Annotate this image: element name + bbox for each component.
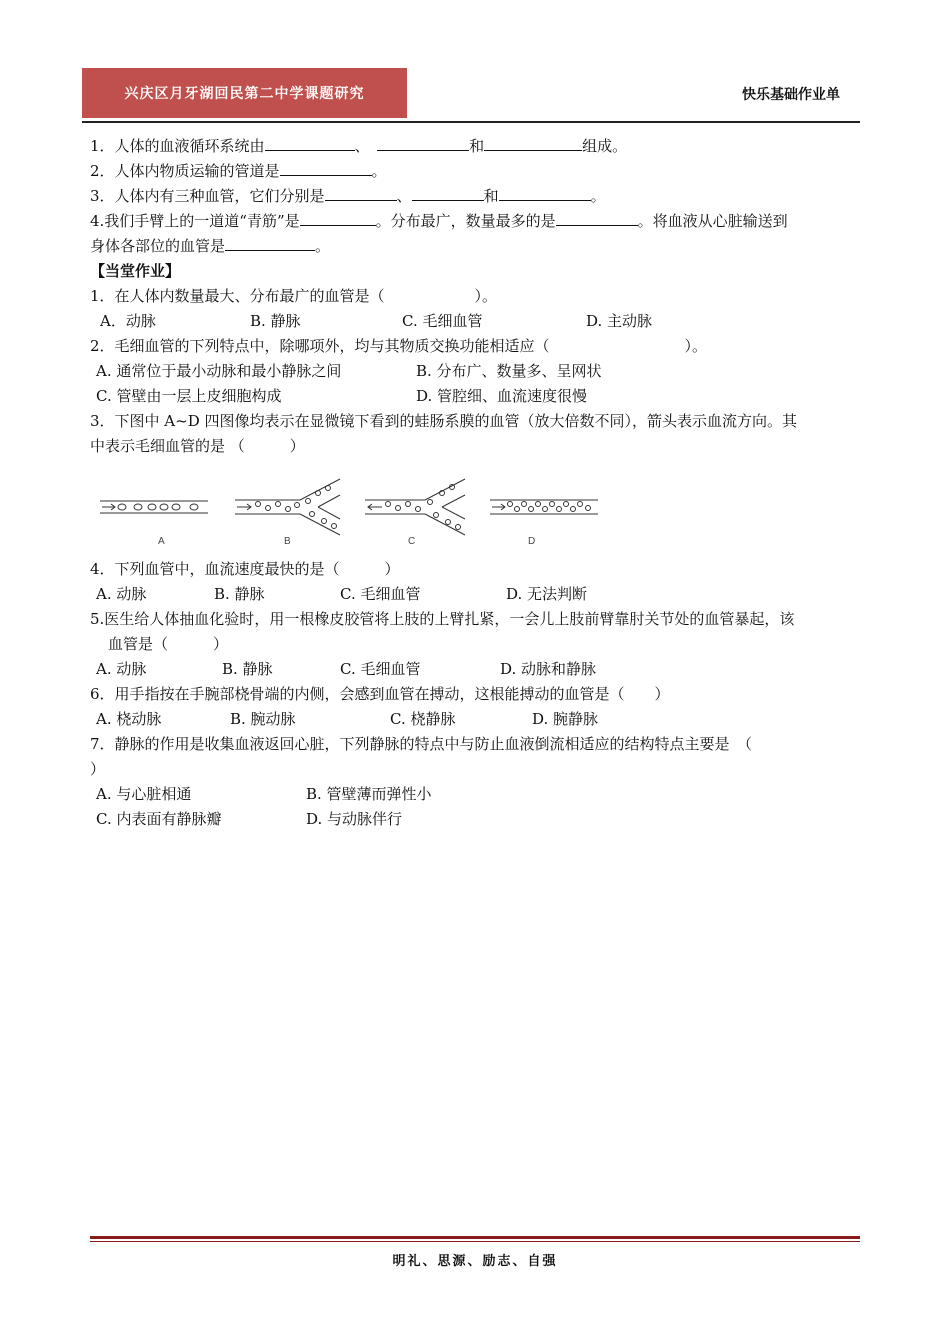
prework-question-4-cont: 身体各部位的血管是 。 [90,237,331,255]
blood-vessel-figure [90,471,862,549]
option-a[interactable]: A. 桡动脉 [96,710,162,728]
option-d[interactable]: D. 主动脉 [586,312,653,330]
option-b[interactable]: B. 静脉 [214,585,265,603]
option-b[interactable]: B. 分布广、数量多、呈网状 [416,362,602,380]
footer-divider [90,1236,860,1239]
question-1-stem: 1．在人体内数量最大、分布最广的血管是（ ）。 [90,287,498,305]
worksheet-body [90,134,862,832]
question-2-options-row1 [90,359,862,384]
answer-blank[interactable] [325,186,397,201]
option-d[interactable]: D. 无法判断 [506,585,588,603]
vessel-c [365,479,465,535]
question-1-options [90,309,862,334]
prework-question-4: 4.我们手臂上的一道道“青筋”是 。分布最广，数量最多的是 。将血液从心脏输送到 [90,212,788,230]
option-b[interactable]: B. 静脉 [250,312,301,330]
question-5-stem-cont: 血管是（ ） [108,635,229,653]
question-6-options [90,707,862,732]
question-2-stem: 2．毛细血管的下列特点中，除哪项外，均与其物质交换功能相适应（ ）。 [90,337,708,355]
question-7-options-row1 [90,782,862,807]
answer-blank[interactable] [265,136,355,151]
figure-label-d: D [528,536,536,547]
option-a[interactable]: A. 通常位于最小动脉和最小静脉之间 [96,362,342,380]
option-c[interactable]: C. 毛细血管 [340,585,421,603]
option-c[interactable]: C. 内表面有静脉瓣 [96,810,222,828]
header-worksheet-title: 快乐基础作业单 [742,87,840,103]
question-2-options-row2 [90,384,862,409]
vessel-b [235,479,340,535]
question-7-options-row2 [90,807,862,832]
option-a[interactable]: A．动脉 [100,312,156,330]
question-7-stem-cont: ） [90,760,106,778]
vessel-a [100,501,208,513]
option-d[interactable]: D. 腕静脉 [532,710,599,728]
option-a[interactable]: A. 与心脏相通 [96,785,192,803]
answer-blank[interactable] [377,136,469,151]
option-d[interactable]: D. 管腔细、血流速度很慢 [416,387,588,405]
footer-motto: 明礼、思源、励志、自强 [392,1254,558,1269]
prework-question-2: 2．人体内物质运输的管道是 。 [90,162,387,180]
question-5-options [90,657,862,682]
section-title: 【当堂作业】 [90,262,181,280]
option-d[interactable]: D. 与动脉伴行 [306,810,403,828]
header-school-title: 兴庆区月牙湖回民第二中学课题研究 [82,68,407,118]
prework-question-3: 3．人体内有三种血管，它们分别是 、 和 。 [90,187,606,205]
option-a[interactable]: A. 动脉 [96,660,147,678]
question-7-stem: 7．静脉的作用是收集血液返回心脏，下列静脉的特点中与防止血液倒流相适应的结构特点主要是 （ [90,735,753,753]
option-b[interactable]: B. 腕动脉 [230,710,296,728]
figure-label-a: A [158,536,165,547]
header-divider [82,121,860,123]
question-4-options [90,582,862,607]
answer-blank[interactable] [412,186,484,201]
question-4-stem: 4．下列血管中，血流速度最快的是（ ） [90,560,400,578]
option-c[interactable]: C. 桡静脉 [390,710,456,728]
footer-divider-thin [90,1241,860,1242]
answer-blank[interactable] [300,211,376,226]
question-5-stem: 5.医生给人体抽血化验时，用一根橡皮胶管将上肢的上臂扎紧，一会儿上肢前臂靠肘关节处的血管暴起，该 [90,610,795,628]
option-c[interactable]: C. 毛细血管 [340,660,421,678]
question-6-stem: 6．用手指按在手腕部桡骨端的内侧，会感到血管在搏动，这根能搏动的血管是（ ） [90,685,670,703]
vessel-d [490,500,598,514]
answer-blank[interactable] [225,236,315,251]
answer-blank[interactable] [556,211,638,226]
answer-blank[interactable] [280,161,372,176]
option-c[interactable]: C. 管壁由一层上皮细胞构成 [96,387,282,405]
answer-blank[interactable] [499,186,591,201]
option-d[interactable]: D. 动脉和静脉 [500,660,597,678]
option-a[interactable]: A. 动脉 [96,585,147,603]
option-c[interactable]: C. 毛细血管 [402,312,483,330]
blood-vessel-diagrams [90,471,610,549]
option-b[interactable]: B. 静脉 [222,660,273,678]
prework-question-1: 1．人体的血液循环系统由 、 和 组成。 [90,137,628,155]
question-3-stem-cont: 中表示毛细血管的是 （ ） [90,437,305,455]
figure-label-b: B [284,536,291,547]
answer-blank[interactable] [484,136,582,151]
option-b[interactable]: B. 管壁薄而弹性小 [306,785,432,803]
figure-label-c: C [408,536,416,547]
question-3-stem: 3．下图中 A~D 四图像均表示在显微镜下看到的蛙肠系膜的血管（放大倍数不同），箭头表示血流方向。其 [90,412,798,430]
